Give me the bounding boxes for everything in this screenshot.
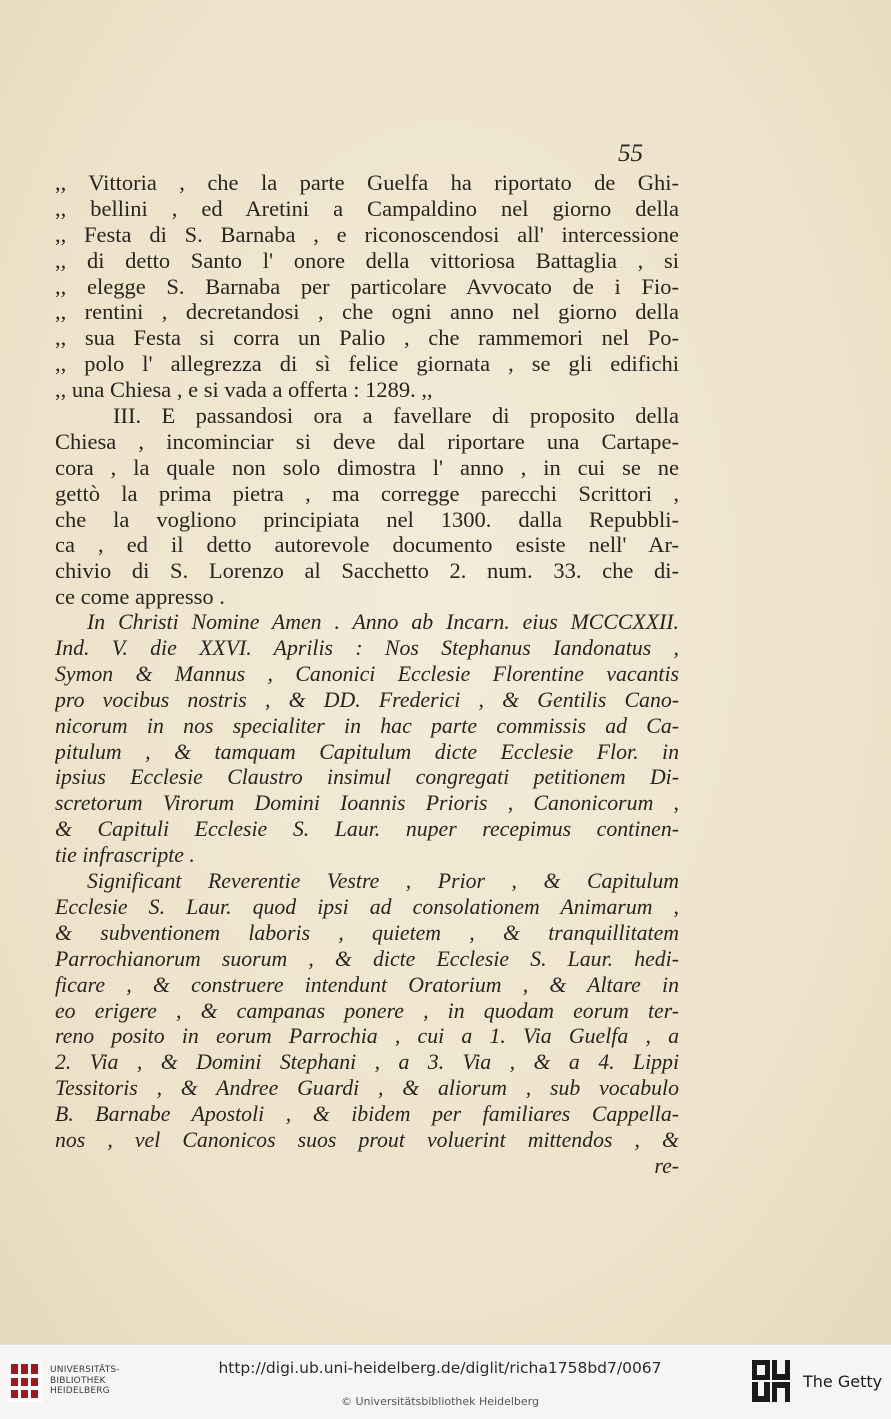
document-line: ipsius Ecclesie Claustro insimul congregati petitionem Di- [55, 765, 679, 790]
university-library-logo-icon [8, 1360, 42, 1402]
text-line: ce come appresso . [55, 584, 225, 610]
document-line: Tessitoris , & Andree Guardi , & aliorum , sub vocabulo [55, 1076, 679, 1101]
text-line: cora , la quale non solo dimostra l' anno , in cui se ne [55, 454, 679, 480]
document-line: Significant Reverentie Vestre , Prior , & Capitulum [87, 869, 679, 894]
page-number: 55 [618, 140, 643, 167]
document-line: pitulum , & tamquam Capitulum dicte Ecclesie Flor. in [55, 739, 679, 764]
partner-name: The Getty [803, 1372, 883, 1391]
text-line: gettò la prima pietra , ma corregge parecchi Scrittori , [55, 480, 679, 506]
text-line: ,, rentini , decretandosi , che ogni anno nel giorno della [55, 299, 679, 325]
text-line: ,, polo l' allegrezza di sì felice giornata , se gli edifichi [55, 351, 679, 377]
document-line: nicorum in nos specialiter in hac parte commissis ad Ca- [55, 713, 679, 738]
library-name-line: HEIDELBERG [50, 1386, 110, 1396]
document-line: eo erigere , & campanas ponere , in quodam eorum ter- [55, 998, 679, 1023]
library-name [50, 1365, 120, 1397]
document-line: nos , vel Canonicos suos prout voluerint mittendos , & [55, 1127, 679, 1152]
text-line: Chiesa , incominciar si deve dal riportare una Cartape- [55, 428, 679, 454]
text-line: ,, una Chiesa , e si vada a offerta : 1289. ,, [55, 377, 433, 403]
text-line: ,, elegge S. Barnaba per particolare Avvocato de i Fio- [55, 273, 679, 299]
document-line: Symon & Mannus , Canonici Ecclesie Florentine vacantis [55, 661, 679, 686]
text-line: ,, sua Festa si corra un Palio , che rammemori nel Po- [55, 325, 679, 351]
document-line: ficare , & construere intendunt Oratorium , & Altare in [55, 972, 679, 997]
document-line: Parrochianorum suorum , & dicte Ecclesie S. Laur. hedi- [55, 946, 679, 971]
document-line: B. Barnabe Apostoli , & ibidem per familiares Cappella- [55, 1102, 679, 1127]
text-line: ca , ed il detto autorevole documento esiste nell' Ar- [55, 532, 679, 558]
permalink-url[interactable]: http://digi.ub.uni-heidelberg.de/diglit/richa1758bd7/0067 [218, 1359, 662, 1377]
copyright-notice: © Universitätsbibliothek Heidelberg [340, 1395, 539, 1408]
text-line: che la vogliono principiata nel 1300. dalla Repubbli- [55, 506, 679, 532]
document-line: scretorum Virorum Domini Ioannis Prioris , Canonicorum , [55, 791, 679, 816]
page-text [55, 170, 679, 1180]
getty-logo-icon [752, 1360, 790, 1402]
document-line: & subventionem laboris , quietem , & tranquillitatem [55, 920, 679, 945]
text-line: ,, bellini , ed Aretini a Campaldino nel giorno della [55, 195, 679, 221]
text-line: ,, Festa di S. Barnaba , e riconoscendosi all' intercessione [55, 221, 679, 247]
text-line: ,, di detto Santo l' onore della vittoriosa Battaglia , si [55, 247, 679, 273]
document-line: tie infrascripte . [55, 843, 195, 868]
document-line: & Capituli Ecclesie S. Laur. nuper recepimus continen- [55, 817, 679, 842]
section-heading-line: III. E passandosi ora a favellare di proposito della [113, 403, 679, 429]
catchword: re- [654, 1153, 679, 1178]
text-line: ,, Vittoria , che la parte Guelfa ha riportato de Ghi- [55, 170, 679, 195]
document-line: In Christi Nomine Amen . Anno ab Incarn. eius MCCCXXII. [87, 610, 679, 635]
document-line: Ind. V. die XXVI. Aprilis : Nos Stephanus Iandonatus , [55, 636, 679, 661]
library-name-line: UNIVERSITÄTS- [50, 1365, 120, 1375]
document-line: 2. Via , & Domini Stephani , a 3. Via , & a 4. Lippi [55, 1050, 679, 1075]
text-line: chivio di S. Lorenzo al Sacchetto 2. num. 33. che di- [55, 558, 679, 584]
document-line: reno posito in eorum Parrochia , cui a 1. Via Guelfa , a [55, 1024, 679, 1049]
document-line: Ecclesie S. Laur. quod ipsi ad consolationem Animarum , [55, 894, 679, 919]
library-name-line: BIBLIOTHEK [50, 1375, 106, 1386]
document-line: pro vocibus nostris , & DD. Frederici , & Gentilis Cano- [55, 687, 679, 712]
viewer-footer [0, 1344, 891, 1419]
